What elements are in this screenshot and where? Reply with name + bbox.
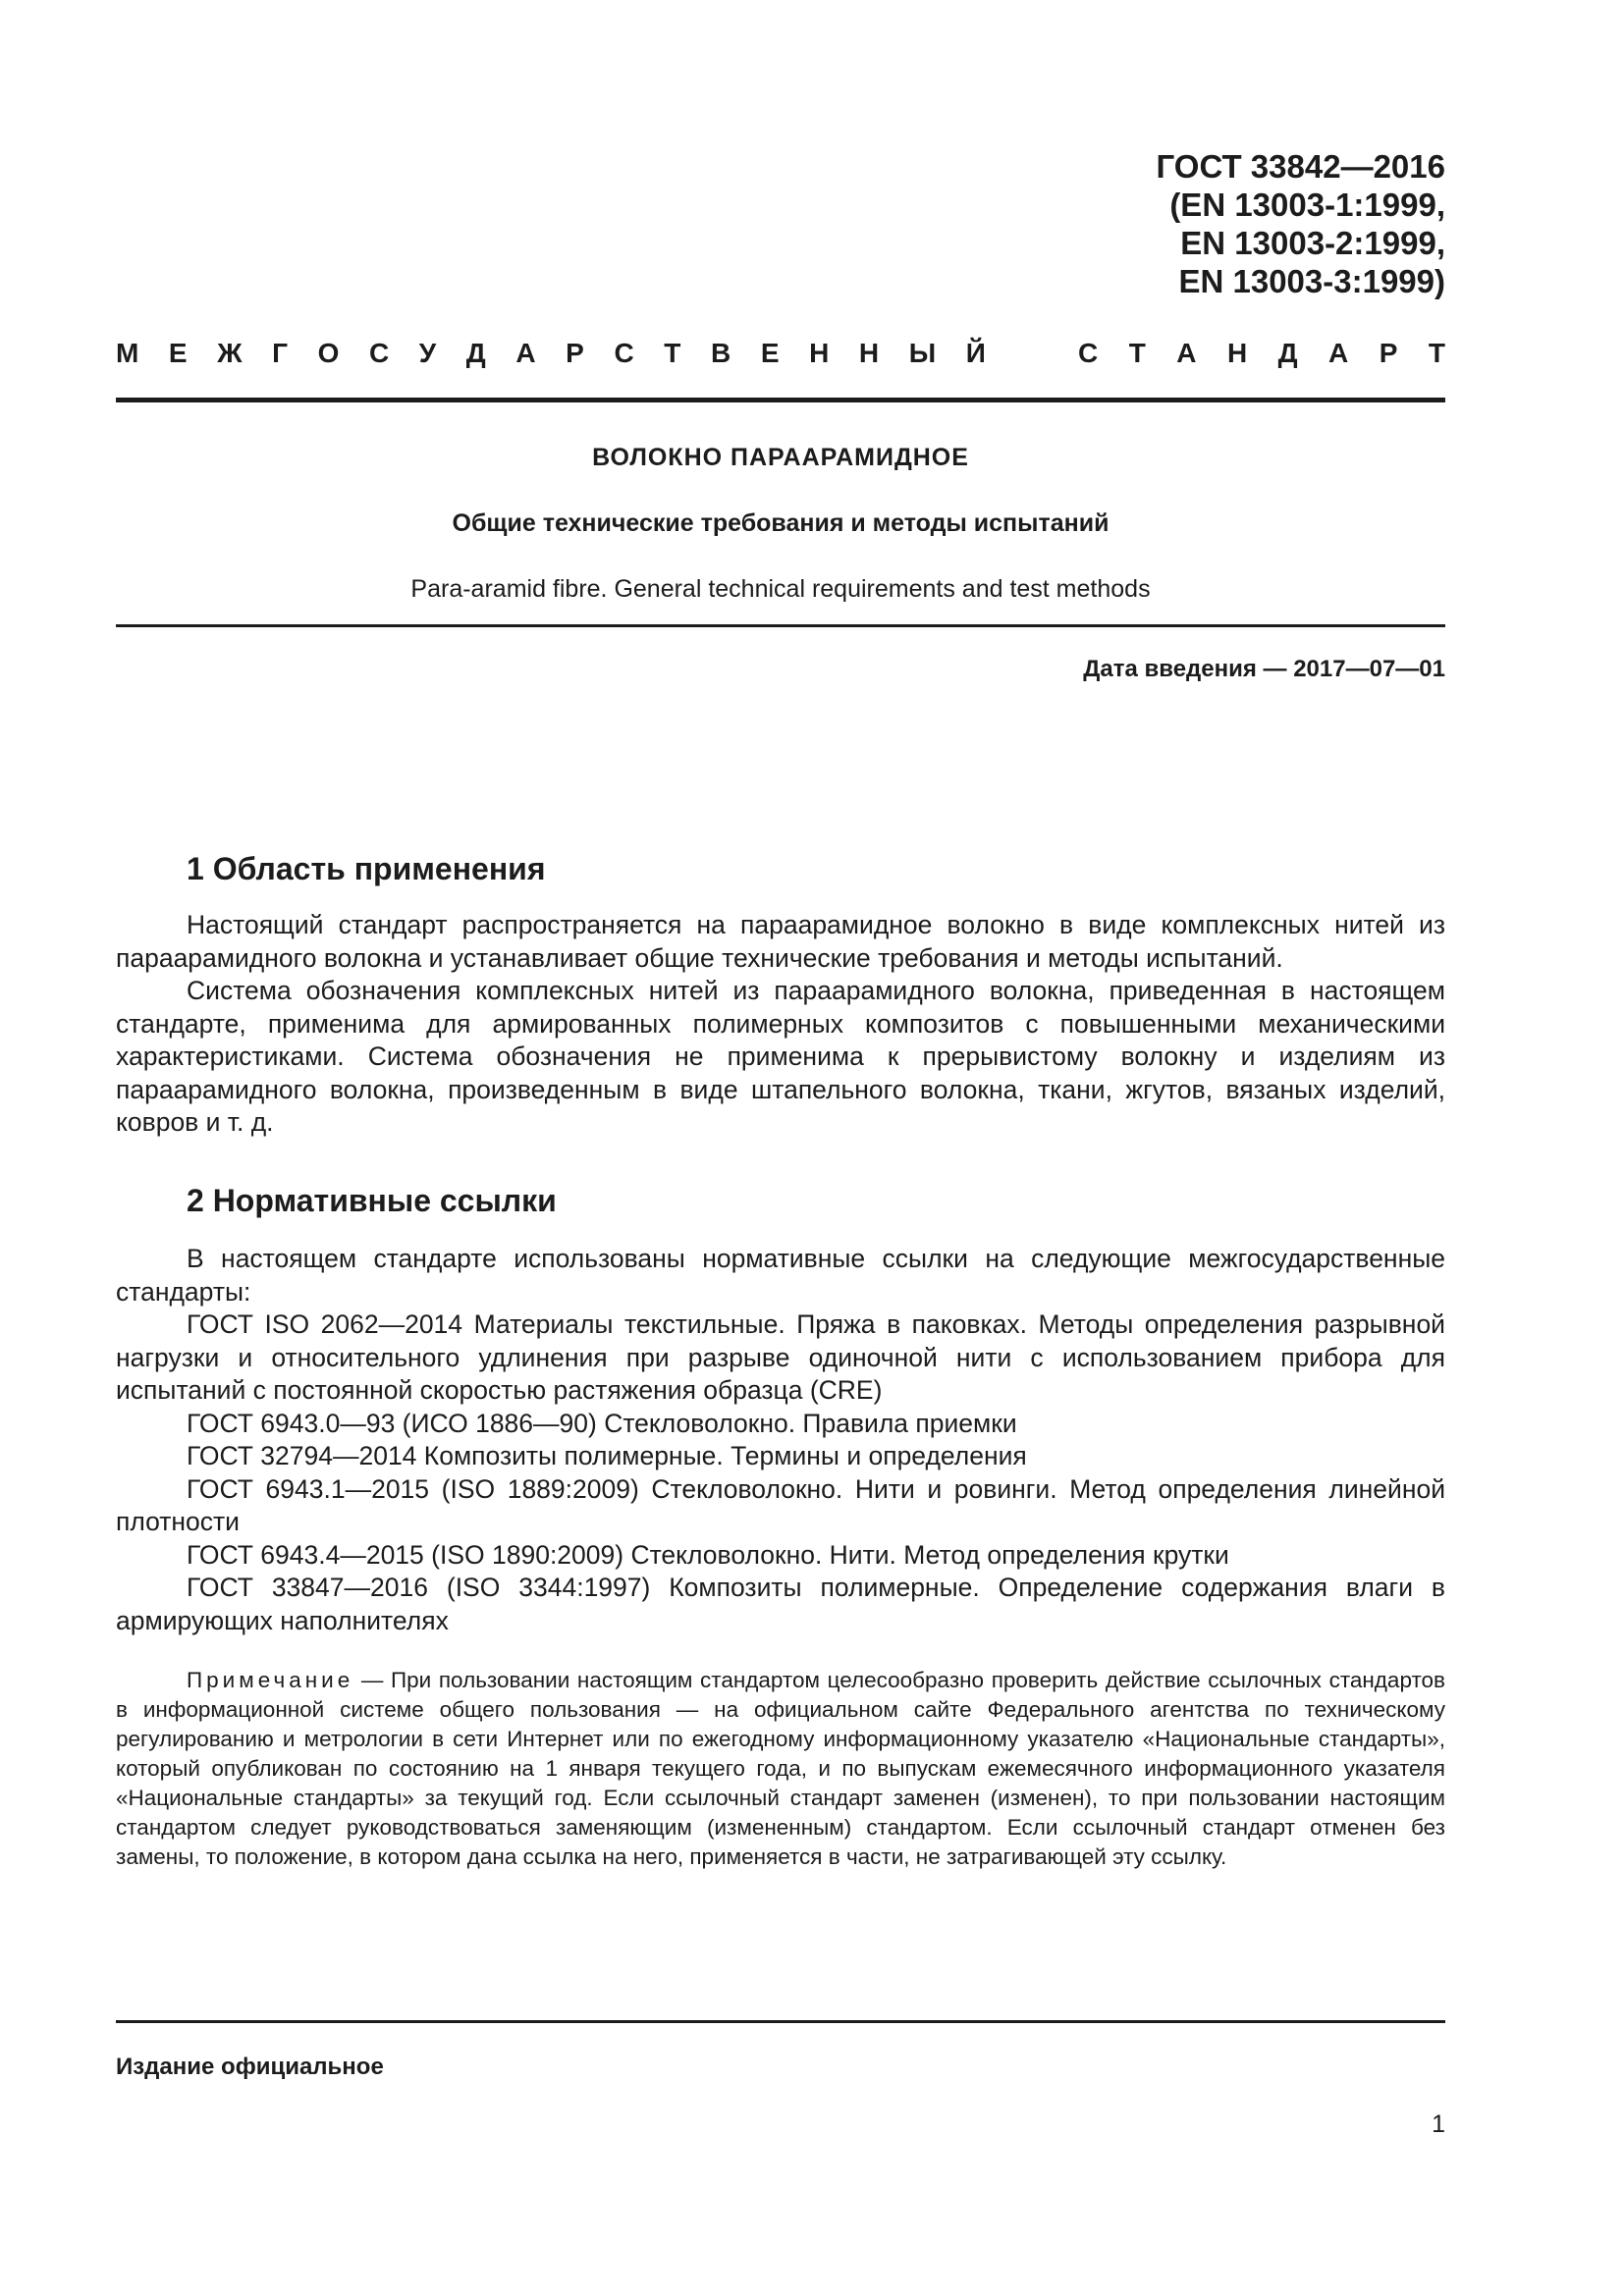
reference-item: ГОСТ 33847—2016 (ISO 3344:1997) Композиты полимерные. Определение содержания влаги в армирующих наполнителях xyxy=(116,1573,1445,1635)
banner-letter: Е xyxy=(168,338,188,368)
banner-letter: Й xyxy=(965,338,986,368)
page-number: 1 xyxy=(1432,2110,1445,2138)
note xyxy=(116,1666,1445,1872)
banner-letter: Р xyxy=(1379,338,1398,368)
paragraph: Система обозначения комплексных нитей из параарамидного волокна, приведенная в настоящем стандарте, применима для армированных полимерных композитов с повышенными механическими характеристиками. Система обозначения не применима к прерывистому волокну и изделиям из параарамидного волокна, произведенным в виде штапельного волокна, ткани, жгутов, вязаных изделий, ковров и т. д. xyxy=(116,976,1445,1137)
reference-item: ГОСТ ISO 2062—2014 Материалы текстильные. Пряжа в паковках. Методы определения разрывной нагрузки и относительного удлинения при разрыве одиночной нити с использованием прибора для испытаний с постоянной скоростью растяжения образца (CRE) xyxy=(116,1309,1445,1405)
banner-letter: Т xyxy=(664,338,681,368)
banner-letter: Н xyxy=(809,338,830,368)
interstate-standard-banner xyxy=(116,332,1445,375)
note-paragraph xyxy=(116,1666,1445,1872)
banner-letter: Т xyxy=(1128,338,1146,368)
equivalent-standard: EN 13003-3:1999) xyxy=(1178,263,1445,299)
banner-letter: Д xyxy=(465,338,486,368)
banner-letter: Г xyxy=(272,338,288,368)
official-edition-label: Издание официальное xyxy=(116,2054,384,2080)
banner-letter: Н xyxy=(858,338,880,368)
banner-letter: А xyxy=(515,338,536,368)
paragraph: В настоящем стандарте использованы нормативные ссылки на следующие межгосударственные стандарты: xyxy=(116,1244,1445,1307)
title-rule xyxy=(116,624,1445,627)
section-2-body xyxy=(116,1243,1445,1637)
banner-letter: Р xyxy=(566,338,584,368)
banner-letter: Ж xyxy=(217,338,243,368)
banner-letter: У xyxy=(418,338,437,368)
section-1-body xyxy=(116,909,1445,1140)
banner-word-interstate xyxy=(116,338,986,369)
reference-item: ГОСТ 32794—2014 Композиты полимерные. Термины и определения xyxy=(187,1441,1027,1470)
document-subtitle: Общие технические требования и методы испытаний xyxy=(452,509,1110,537)
banner-letter: Ы xyxy=(908,338,937,368)
banner-letter: Е xyxy=(760,338,780,368)
equivalent-standard: EN 13003-2:1999, xyxy=(1180,225,1445,261)
reference-item: ГОСТ 6943.1—2015 (ISO 1889:2009) Стекловолокно. Нити и ровинги. Метод определения линейной плотности xyxy=(116,1473,1445,1536)
paragraph: Настоящий стандарт распространяется на параарамидное волокно в виде комплексных нитей из параарамидного волокна и устанавливает общие технические требования и методы испытаний. xyxy=(116,910,1445,973)
banner-letter: Т xyxy=(1428,338,1445,368)
footer-rule xyxy=(116,2020,1445,2023)
banner-word-standard xyxy=(1078,338,1445,369)
reference-item: ГОСТ 6943.0—93 (ИСО 1886—90) Стекловолокно. Правила приемки xyxy=(187,1408,1017,1438)
banner-letter: М xyxy=(116,338,139,368)
banner-letter: А xyxy=(1328,338,1349,368)
banner-letter: А xyxy=(1176,338,1197,368)
note-text: — При пользовании настоящим стандартом целесообразно проверить действие ссылочных стандартов в информационной системе общего пользования — на официальном сайте Федерального агентства по техническому регулированию и метрологии в сети Интернет или по ежегодному информационному указателю «Национальные стандарты», который опубликован по состоянию на 1 января текущего года, и по выпускам ежемесячного информационного указателя «Национальные стандарты» за текущий год. Если ссылочный стандарт заменен (изменен), то при пользовании настоящим стандартом следует руководствоваться заменяющим (измененным) стандартом. Если ссылочный стандарт отменен без замены, то положение, в котором дана ссылка на него, применяется в части, не затрагивающей эту ссылку. xyxy=(116,1668,1445,1869)
introduction-date: Дата введения — 2017—07—01 xyxy=(1083,656,1445,682)
banner-letter: Н xyxy=(1226,338,1248,368)
note-label: Примечание xyxy=(187,1668,354,1692)
banner-letter: С xyxy=(1078,338,1099,368)
document-title: ВОЛОКНО ПАРААРАМИДНОЕ xyxy=(592,444,969,471)
banner-letter: В xyxy=(710,338,731,368)
section-2-heading: 2 Нормативные ссылки xyxy=(187,1183,557,1218)
equivalent-standard: (EN 13003-1:1999, xyxy=(1169,187,1445,223)
banner-letter: С xyxy=(614,338,634,368)
header-rule xyxy=(116,398,1445,402)
document-title-english: Para-aramid fibre. General technical requirements and test methods xyxy=(410,575,1151,603)
reference-item: ГОСТ 6943.4—2015 (ISO 1890:2009) Стекловолокно. Нити. Метод определения крутки xyxy=(187,1539,1229,1570)
standard-code: ГОСТ 33842—2016 xyxy=(1156,148,1445,185)
banner-letter: С xyxy=(368,338,390,368)
section-1-heading: 1 Область применения xyxy=(187,851,546,886)
banner-letter: О xyxy=(317,338,340,368)
standard-code-block xyxy=(856,147,1445,300)
banner-letter: Д xyxy=(1277,338,1298,368)
